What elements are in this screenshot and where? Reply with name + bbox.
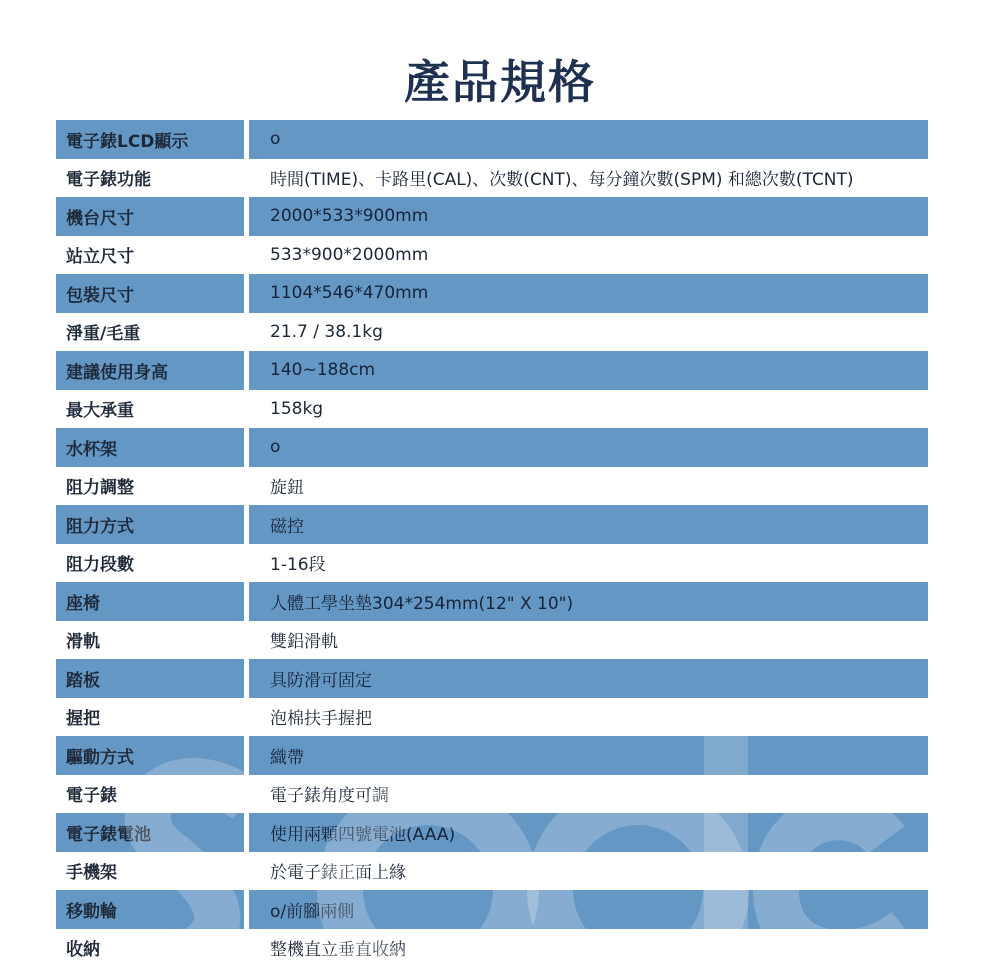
spec-value: 泡棉扶手握把	[249, 704, 372, 729]
spec-row	[56, 813, 928, 852]
spec-label: 最大承重	[56, 396, 249, 421]
spec-row	[56, 544, 928, 583]
spec-row	[56, 159, 928, 198]
spec-row	[56, 467, 928, 506]
spec-value: 21.7 / 38.1kg	[249, 322, 383, 342]
spec-row	[56, 428, 928, 467]
spec-value: 磁控	[249, 512, 304, 537]
spec-value: 具防滑可固定	[249, 666, 372, 691]
spec-value: 雙鋁滑軌	[249, 627, 338, 652]
spec-value: 電子錶角度可調	[249, 781, 389, 806]
spec-label: 移動輪	[56, 897, 249, 922]
spec-label: 握把	[56, 704, 249, 729]
spec-row	[56, 120, 928, 159]
spec-row	[56, 775, 928, 814]
spec-value: 158kg	[249, 399, 323, 419]
page-title: 產品規格	[0, 52, 1000, 112]
spec-label: 機台尺寸	[56, 204, 249, 229]
spec-row	[56, 929, 928, 967]
spec-label: 踏板	[56, 666, 249, 691]
spec-value: 140~188cm	[249, 360, 375, 380]
spec-label: 淨重/毛重	[56, 319, 249, 344]
spec-row	[56, 274, 928, 313]
spec-row	[56, 390, 928, 429]
spec-value: 人體工學坐墊304*254mm(12" X 10")	[249, 589, 573, 614]
spec-row	[56, 659, 928, 698]
spec-label: 滑軌	[56, 627, 249, 652]
spec-value: o/前腳兩側	[249, 897, 354, 922]
spec-row	[56, 621, 928, 660]
spec-label: 電子錶功能	[56, 165, 249, 190]
spec-label: 阻力調整	[56, 473, 249, 498]
spec-row	[56, 852, 928, 891]
spec-row	[56, 736, 928, 775]
spec-label: 水杯架	[56, 435, 249, 460]
spec-row	[56, 698, 928, 737]
spec-value: 織帶	[249, 743, 304, 768]
spec-label: 電子錶	[56, 781, 249, 806]
spec-row	[56, 236, 928, 275]
spec-row	[56, 351, 928, 390]
spec-row	[56, 582, 928, 621]
spec-value: 1-16段	[249, 550, 326, 575]
spec-label: 站立尺寸	[56, 242, 249, 267]
spec-value: 旋鈕	[249, 473, 304, 498]
spec-row	[56, 313, 928, 352]
spec-row	[56, 890, 928, 929]
spec-value: 使用兩顆四號電池(AAA)	[249, 820, 455, 845]
spec-label: 手機架	[56, 858, 249, 883]
spec-label: 建議使用身高	[56, 358, 249, 383]
spec-label: 包裝尺寸	[56, 281, 249, 306]
spec-label: 收納	[56, 935, 249, 960]
spec-value: o	[249, 129, 280, 149]
spec-value: 整機直立垂直收納	[249, 935, 406, 960]
spec-value: o	[249, 437, 280, 457]
spec-label: 電子錶電池	[56, 820, 249, 845]
spec-value: 533*900*2000mm	[249, 245, 428, 265]
spec-table	[56, 120, 928, 967]
spec-value: 2000*533*900mm	[249, 206, 428, 226]
spec-label: 座椅	[56, 589, 249, 614]
spec-row	[56, 197, 928, 236]
spec-value: 於電子錶正面上緣	[249, 858, 406, 883]
spec-label: 阻力方式	[56, 512, 249, 537]
spec-value: 時間(TIME)、卡路里(CAL)、次數(CNT)、每分鐘次數(SPM) 和總次數(TCNT)	[249, 165, 854, 190]
spec-row	[56, 505, 928, 544]
spec-label: 電子錶LCD顯示	[56, 127, 249, 152]
spec-label: 阻力段數	[56, 550, 249, 575]
spec-value: 1104*546*470mm	[249, 283, 428, 303]
spec-label: 驅動方式	[56, 743, 249, 768]
